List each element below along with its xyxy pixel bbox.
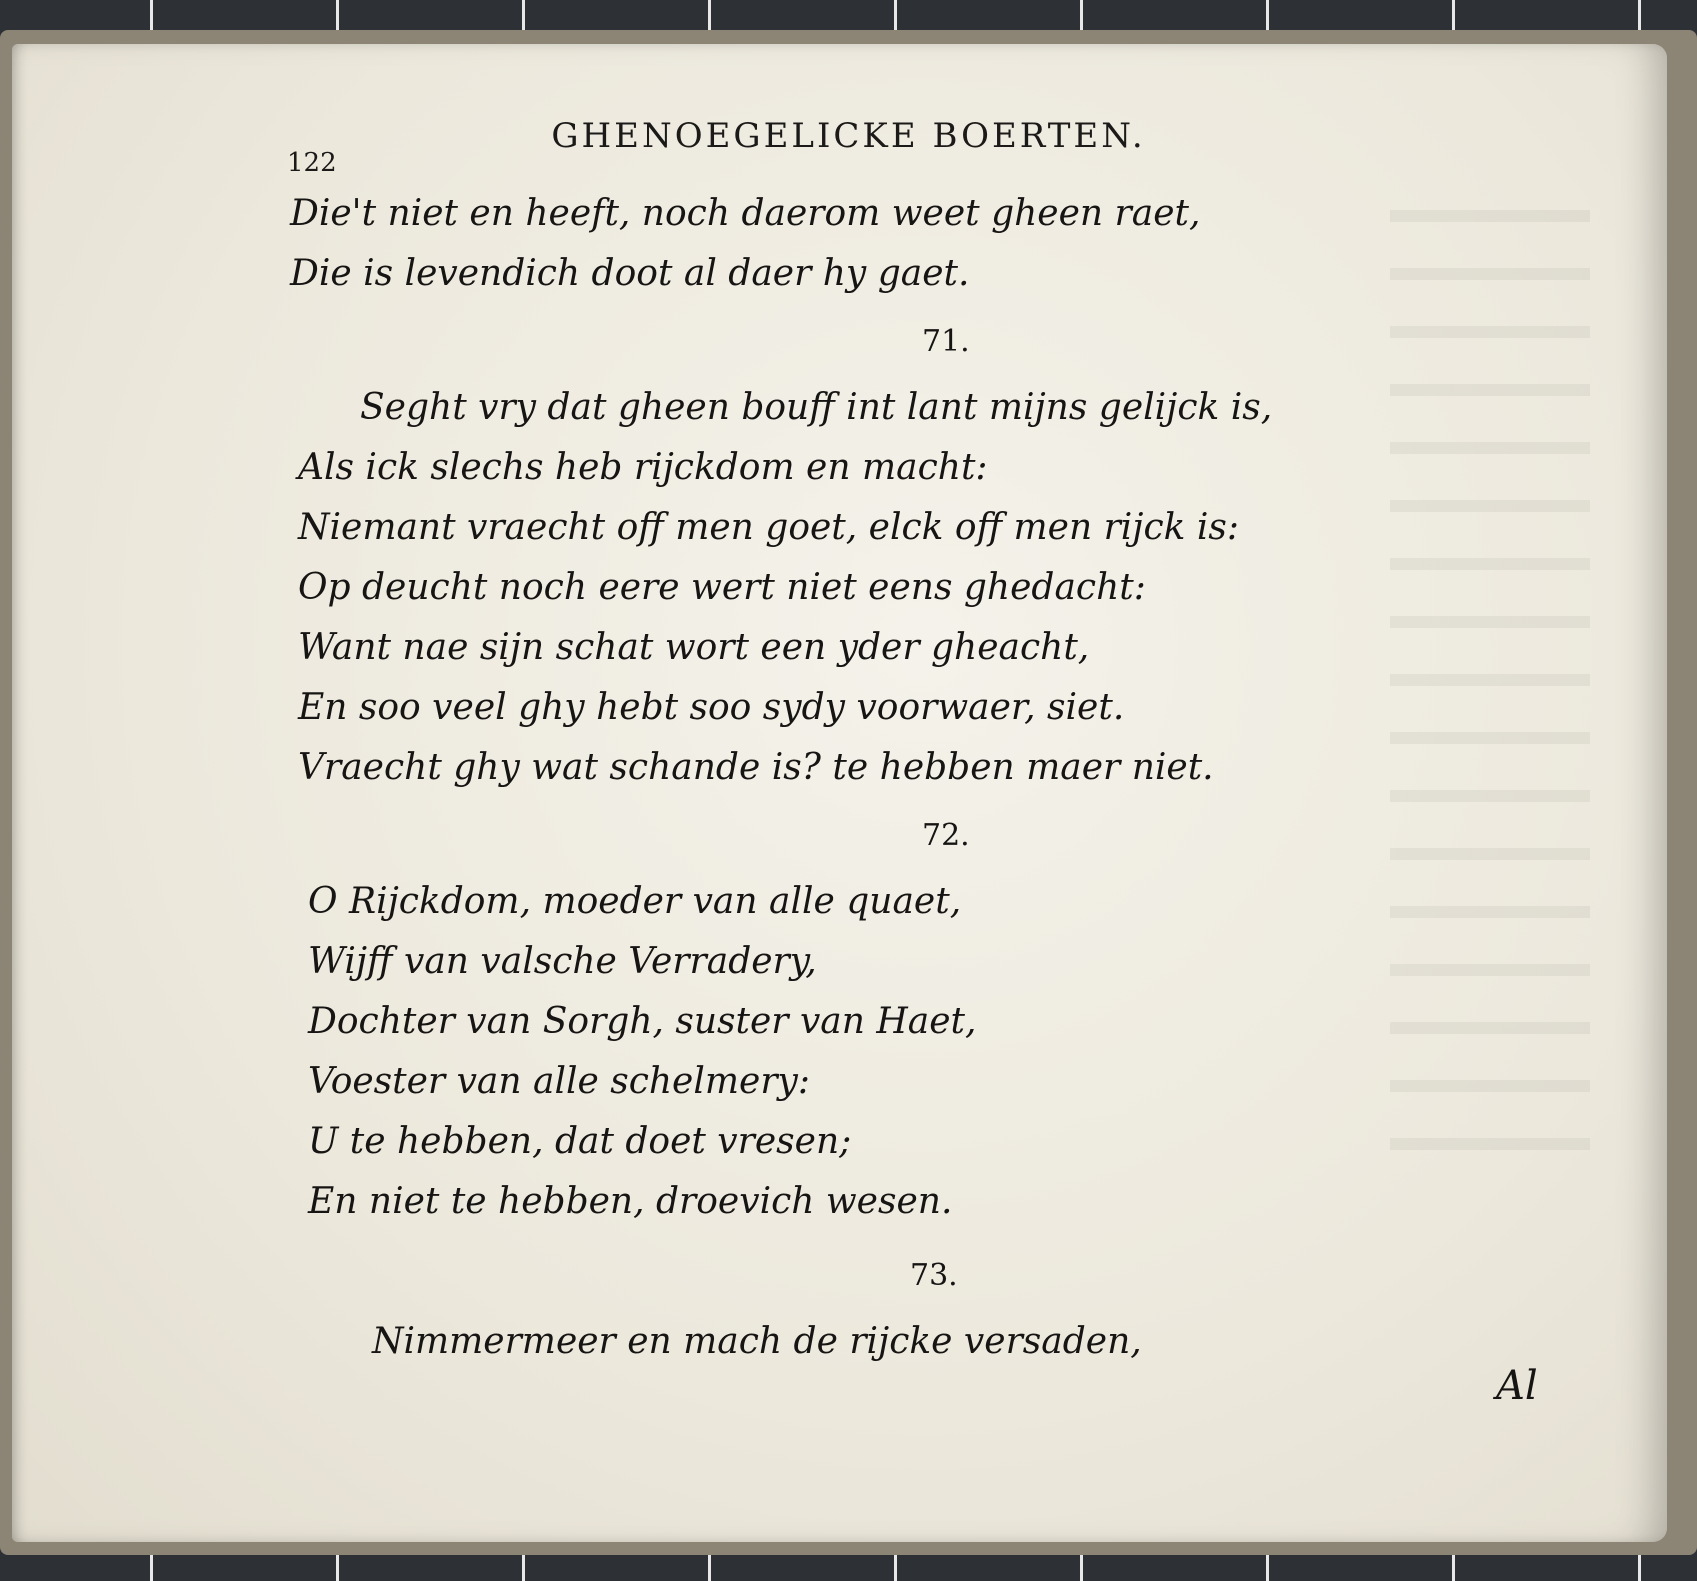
bleed-through-text [1390,170,1590,1170]
running-title: GHENOEGELICKE BOERTEN. [551,116,1146,156]
verse-line: Seght vry dat gheen bouff int lant mijns gelijck is, [360,387,1273,428]
stanza-number: 71. [922,324,970,359]
verse-line: Nimmermeer en mach de rijcke versaden, [372,1321,1142,1362]
verse-line: Die is levendich doot al daer hy gaet. [290,253,970,294]
verse-line: Wijff van valsche Verradery, [308,941,817,982]
page-number: 122 [287,148,337,178]
verse-line: U te hebben, dat doet vresen; [308,1121,852,1162]
verse-line: Voester van alle schelmery: [308,1061,810,1102]
stanza-number: 72. [922,818,970,853]
verse-line: O Rijckdom, moeder van alle quaet, [308,881,962,922]
verse-line: En niet te hebben, droevich wesen. [308,1181,953,1222]
verse-line: Als ick slechs heb rijckdom en macht: [298,447,988,488]
verse-line: En soo veel ghy hebt soo sydy voorwaer, siet. [298,687,1125,728]
verse-line: Vraecht ghy wat schande is? te hebben maer niet. [298,747,1214,788]
catchword: Al [1496,1363,1538,1409]
verse-line: Dochter van Sorgh, suster van Haet, [308,1001,977,1042]
verse-line: Niemant vraecht off men goet, elck off men rijck is: [298,507,1240,548]
verse-line: Die't niet en heeft, noch daerom weet gheen raet, [290,193,1201,234]
verse-line: Op deucht noch eere wert niet eens ghedacht: [298,567,1146,608]
verse-line: Want nae sijn schat wort een yder gheacht, [298,627,1090,668]
stanza-number: 73. [910,1258,958,1293]
